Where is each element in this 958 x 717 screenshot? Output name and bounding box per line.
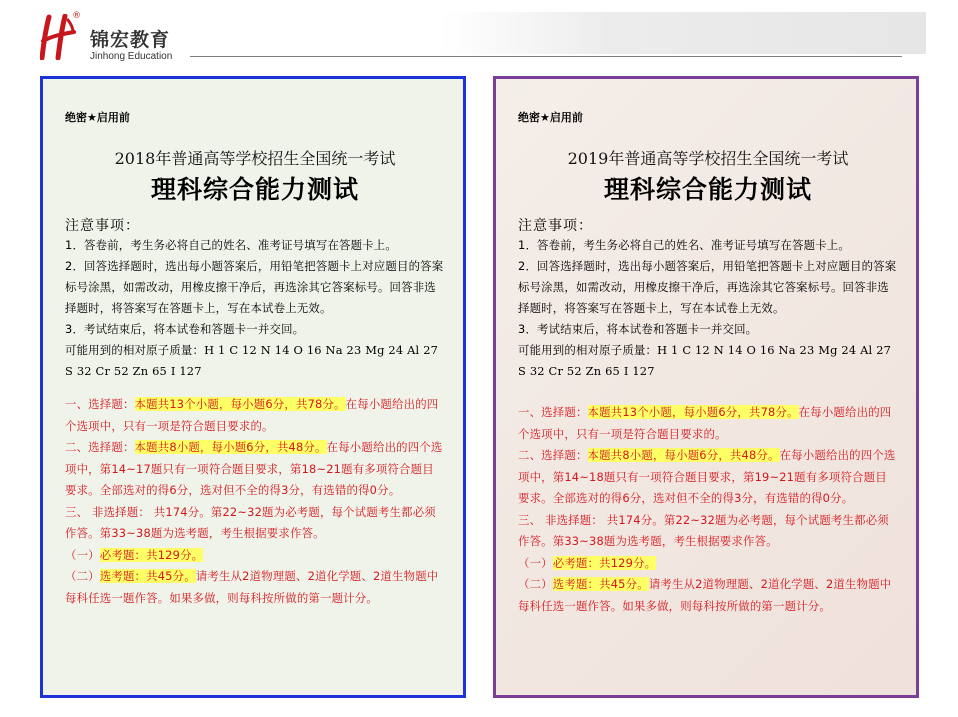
atomic-mass-label: 可能用到的相对原子质量： [65, 343, 205, 357]
section-1-score: 本题共13个小题，每小题6分，共78分。 [587, 405, 799, 419]
section-3b-label: （二） [65, 569, 100, 583]
section-3-elective [518, 574, 898, 617]
section-3b-label: （二） [518, 577, 553, 591]
exam-panel-2019 [493, 76, 919, 698]
exam-title: 2019年普通高等学校招生全国统一考试 [567, 149, 849, 168]
section-2 [518, 445, 898, 510]
section-2-score: 本题共8小题，每小题6分，共48分。 [134, 440, 327, 454]
jinhong-h-logo-icon [40, 14, 76, 60]
exam-notice-2018 [65, 111, 445, 609]
section-3a-score: 必考题：共129分。 [552, 555, 657, 570]
section-3a-label: （一） [65, 547, 100, 562]
registered-mark: ® [72, 11, 81, 21]
section-2-desc: 在每小题给出的四个选项中，第14~17题只有一项符合题目要求，第18~21题有多项符合题目要求。全部选对的得6分，选对但不全的得3分，有选错的得0分。 [65, 440, 443, 497]
notice-rule-3: 3．考试结束后，将本试卷和答题卡一并交回。 [65, 322, 305, 336]
section-2-label: 二、选择题： [518, 448, 588, 462]
section-3: 三、 非选择题： 共174分。第22~32题为必考题，每个试题考生都必须作答。第33~38题为选考题，考生根据要求作答。 [518, 512, 889, 548]
notice-heading: 注意事项： [65, 218, 140, 234]
confidential-label: 绝密★启用前 [518, 111, 583, 124]
section-3b-score: 选考题：共45分。 [552, 577, 649, 591]
section-3-required [65, 545, 445, 567]
section-1-desc: 在每小题给出的四个选项中，只有一项是符合题目要求的。 [518, 405, 892, 441]
atomic-mass-values: H 1 C 12 N 14 O 16 Na 23 Mg 24 Al 27 S 32 Cr 52 Zn 65 I 127 [518, 343, 892, 378]
notice-rule-1: 1．答卷前，考生务必将自己的姓名、准考证号填写在答题卡上。 [65, 238, 397, 252]
section-1-desc: 在每小题给出的四个选项中，只有一项是符合题目要求的。 [65, 397, 439, 433]
confidential-label: 绝密★启用前 [65, 111, 130, 124]
section-3b-score: 选考题：共45分。 [99, 569, 196, 583]
atomic-mass-line [518, 340, 898, 382]
section-3a-score: 必考题：共129分。 [99, 547, 204, 562]
atomic-mass-line [65, 340, 445, 382]
section-list [65, 394, 445, 609]
brand-name-en: Jinhong Education [90, 51, 173, 62]
section-2-score: 本题共8小题，每小题6分，共48分。 [587, 448, 780, 462]
section-2 [65, 437, 445, 502]
section-2-desc: 在每小题给出的四个选项中，第14~18题只有一项符合题目要求，第19~21题有多项符合题目要求。全部选对的得6分，选对但不全的得3分，有选错的得0分。 [518, 448, 896, 505]
section-3a-label: （一） [518, 555, 553, 570]
section-1 [518, 402, 898, 445]
notice-rule-3: 3．考试结束后，将本试卷和答题卡一并交回。 [518, 322, 758, 336]
atomic-mass-values: H 1 C 12 N 14 O 16 Na 23 Mg 24 Al 27 S 32 Cr 52 Zn 65 I 127 [65, 343, 439, 378]
section-1-label: 一、选择题： [65, 397, 135, 411]
exam-title: 2018年普通高等学校招生全国统一考试 [114, 149, 396, 168]
brand-name: 锦宏教育 [90, 29, 171, 51]
section-3: 三、 非选择题： 共174分。第22~32题为必考题，每个试题考生都必须作答。第33~38题为选考题，考生根据要求作答。 [65, 504, 436, 540]
section-1-score: 本题共13个小题，每小题6分，共78分。 [134, 397, 346, 411]
section-3b-desc: 请考生从2道物理题、2道化学题、2道生物题中每科任选一题作答。如果多做，则每科按所做的第一题计分。 [65, 569, 439, 605]
notice-rule-2: 2．回答选择题时，选出每小题答案后，用铅笔把答题卡上对应题目的答案标号涂黑，如需改动，用橡皮擦干净后，再选涂其它答案标号。回答非选择题时，将答案写在答题卡上，写在本试卷上无效。 [518, 259, 897, 315]
notice-heading: 注意事项： [518, 218, 593, 234]
exam-panel-2018 [40, 76, 466, 698]
section-1 [65, 394, 445, 437]
section-3-elective [65, 566, 445, 609]
notice-rule-2: 2．回答选择题时，选出每小题答案后，用铅笔把答题卡上对应题目的答案标号涂黑，如需改动，用橡皮擦干净后，再选涂其它答案标号。回答非选择题时，将答案写在答题卡上，写在本试卷上无效。 [65, 259, 444, 315]
section-list [518, 402, 898, 617]
exam-subject: 理科综合能力测试 [150, 175, 359, 204]
exam-subject: 理科综合能力测试 [603, 175, 812, 204]
section-3-required [518, 553, 898, 575]
header-divider [190, 56, 902, 57]
exam-notice-2019 [518, 111, 898, 617]
section-3b-desc: 请考生从2道物理题、2道化学题、2道生物题中每科任选一题作答。如果多做，则每科按所做的第一题计分。 [518, 577, 892, 613]
atomic-mass-label: 可能用到的相对原子质量： [518, 343, 658, 357]
section-2-label: 二、选择题： [65, 440, 135, 454]
header-shade [440, 12, 926, 54]
notice-rule-1: 1．答卷前，考生务必将自己的姓名、准考证号填写在答题卡上。 [518, 238, 850, 252]
section-1-label: 一、选择题： [518, 405, 588, 419]
